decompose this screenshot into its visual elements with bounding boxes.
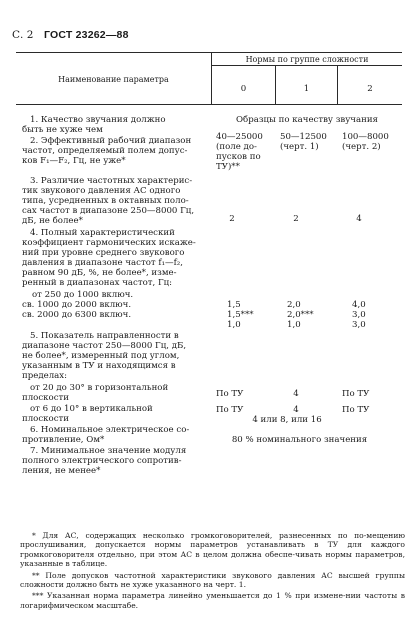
row2-param-line1: 2. Эффективный рабочий диапазон xyxy=(30,136,192,146)
row4-sub2-g1: 2,0*** xyxy=(287,310,314,320)
row4-param-line3: ний при уровне среднего звукового xyxy=(22,248,185,258)
row3-param-line1: 3. Различие частотных характерис- xyxy=(30,176,193,186)
row4-sub1-g2: 4,0 xyxy=(352,300,366,310)
row4-sub3-g0: 1,0 xyxy=(227,320,241,330)
row2-g0-line4: ТУ)** xyxy=(216,162,240,172)
row4-sub2-label: св. 1000 до 2000 включ. xyxy=(22,300,132,310)
row4-param-line4: давления в диапазоне частот f₁—f₂, xyxy=(22,258,183,268)
group-label-0: 0 xyxy=(240,84,247,94)
row4-param-line5: равном 90 дБ, %, не более*, изме- xyxy=(22,268,177,278)
row5-param-line4: указанным в ТУ и находящимся в xyxy=(22,361,176,371)
group-column-header: Нормы по группе сложности xyxy=(245,55,369,64)
row1-param-line2: быть не хуже чем xyxy=(22,125,103,135)
row5-sub1-g2: По ТУ xyxy=(342,389,370,399)
row5-sub1-line2: плоскости xyxy=(22,393,70,403)
row2-g0-line3: пусков по xyxy=(216,152,261,162)
row4-sub3-g2: 3,0 xyxy=(352,320,366,330)
row4-sub1-g1: 2,0 xyxy=(287,300,301,310)
row7-param-line1: 7. Минимальное значение модуля xyxy=(30,446,187,456)
group-label-1: 1 xyxy=(303,84,310,94)
row1-value: Образцы по качеству звучания xyxy=(236,115,378,125)
row3-g0: 2 xyxy=(229,214,235,224)
row2-g2-line1: 100—8000 xyxy=(342,132,389,142)
page-number: С. 2 xyxy=(12,29,34,41)
row7-param-line3: ления, не менее* xyxy=(22,466,101,476)
row3-param-line5: дБ, не более* xyxy=(22,216,83,226)
row2-g2-line2: (черт. 2) xyxy=(342,142,381,152)
row4-sub3-label: св. 2000 до 6300 включ. xyxy=(22,310,132,320)
row7-value: 80 % номинального значения xyxy=(231,435,368,445)
row4-sub1-label: от 250 до 1000 включ. xyxy=(32,290,134,300)
row6-param-line2: противление, Ом* xyxy=(22,435,105,445)
row4-sub2-g0: 1,5*** xyxy=(227,310,254,320)
group-header-rule xyxy=(211,65,402,66)
row5-sub1-g0: По ТУ xyxy=(216,389,244,399)
row3-g1: 2 xyxy=(293,214,299,224)
row4-param-line2: коэффициент гармонических искаже- xyxy=(22,238,196,248)
row5-sub2-line2: плоскости xyxy=(22,414,70,424)
footnote-3: *** Указанная норма параметра линейно уменьшается до 1 % при измене-нии частоты в логарифмическом масштабе. xyxy=(20,591,405,610)
row5-sub2-g1: 4 xyxy=(293,405,299,415)
row5-sub2-g0: По ТУ xyxy=(216,405,244,415)
row5-sub2-line1: от 6 до 10° в вертикальной xyxy=(30,404,153,414)
row2-g0-line1: 40—25000 xyxy=(216,132,263,142)
row2-param-line2: частот, определяемый полем допус- xyxy=(22,146,188,156)
row1-param-line1: 1. Качество звучания должно xyxy=(30,115,166,125)
row5-param-line5: пределах: xyxy=(22,371,68,381)
page-header xyxy=(12,29,129,41)
row2-g1-line1: 50—12500 xyxy=(280,132,327,142)
row6-param-line1: 6. Номинальное электрическое со- xyxy=(30,425,190,435)
row5-param-line1: 5. Показатель направленности в xyxy=(30,331,179,341)
row5-param-line3: не более*, измеренный под углом, xyxy=(22,351,180,361)
row3-param-line2: тик звукового давления АС одного xyxy=(22,186,181,196)
row3-g2: 4 xyxy=(356,214,362,224)
row5-param-line2: диапазоне частот 250—8000 Гц, дБ, xyxy=(22,341,187,351)
row4-sub2-g2: 3,0 xyxy=(352,310,366,320)
row4-param-line6: ренный в диапазонах частот, Гц: xyxy=(22,278,173,288)
footnote-2: ** Поле допусков частотной характеристики звукового давления АС высшей группы сложности должно быть не хуже указанного на черт. 1. xyxy=(20,570,405,590)
row3-param-line4: сах частот в диапазоне 250—8000 Гц, xyxy=(22,206,195,216)
footnotes xyxy=(20,531,405,610)
row6-value: 4 или 8, или 16 xyxy=(252,415,322,425)
row5-sub2-g2: По ТУ xyxy=(342,405,370,415)
row2-param-line3: ков F₁—F₂, Гц, не уже* xyxy=(22,156,126,166)
row7-param-line2: полного электрического сопротив- xyxy=(22,456,182,466)
row2-g0-line2: (поле до- xyxy=(216,142,257,152)
document-code: ГОСТ 23262—88 xyxy=(44,29,129,41)
footnote-1: * Для АС, содержащих несколько громкоговорителей, разнесенных по по-мещению прослушивания, допускается нормы параметров устанавливать в ТУ для каждого громкоговорителя отдельно, при этом АС в целом должна обеспе-чивать нормы параметров, указанные в таблице. xyxy=(20,531,405,569)
row4-param-line1: 4. Полный характеристический xyxy=(30,228,175,238)
row5-sub1-g1: 4 xyxy=(293,389,299,399)
row3-param-line3: типа, усредненных в октавных поло- xyxy=(22,196,189,206)
row5-sub1-line1: от 20 до 30° в горизонтальной xyxy=(30,383,169,393)
param-column-header: Наименование параметра xyxy=(58,75,169,84)
row4-sub1-g0: 1,5 xyxy=(227,300,241,310)
table-top-rule xyxy=(16,52,402,53)
row4-sub3-g1: 1,0 xyxy=(287,320,301,330)
group-label-2: 2 xyxy=(367,84,373,94)
table-header-rule xyxy=(16,104,402,105)
row2-g1-line2: (черт. 1) xyxy=(280,142,319,152)
